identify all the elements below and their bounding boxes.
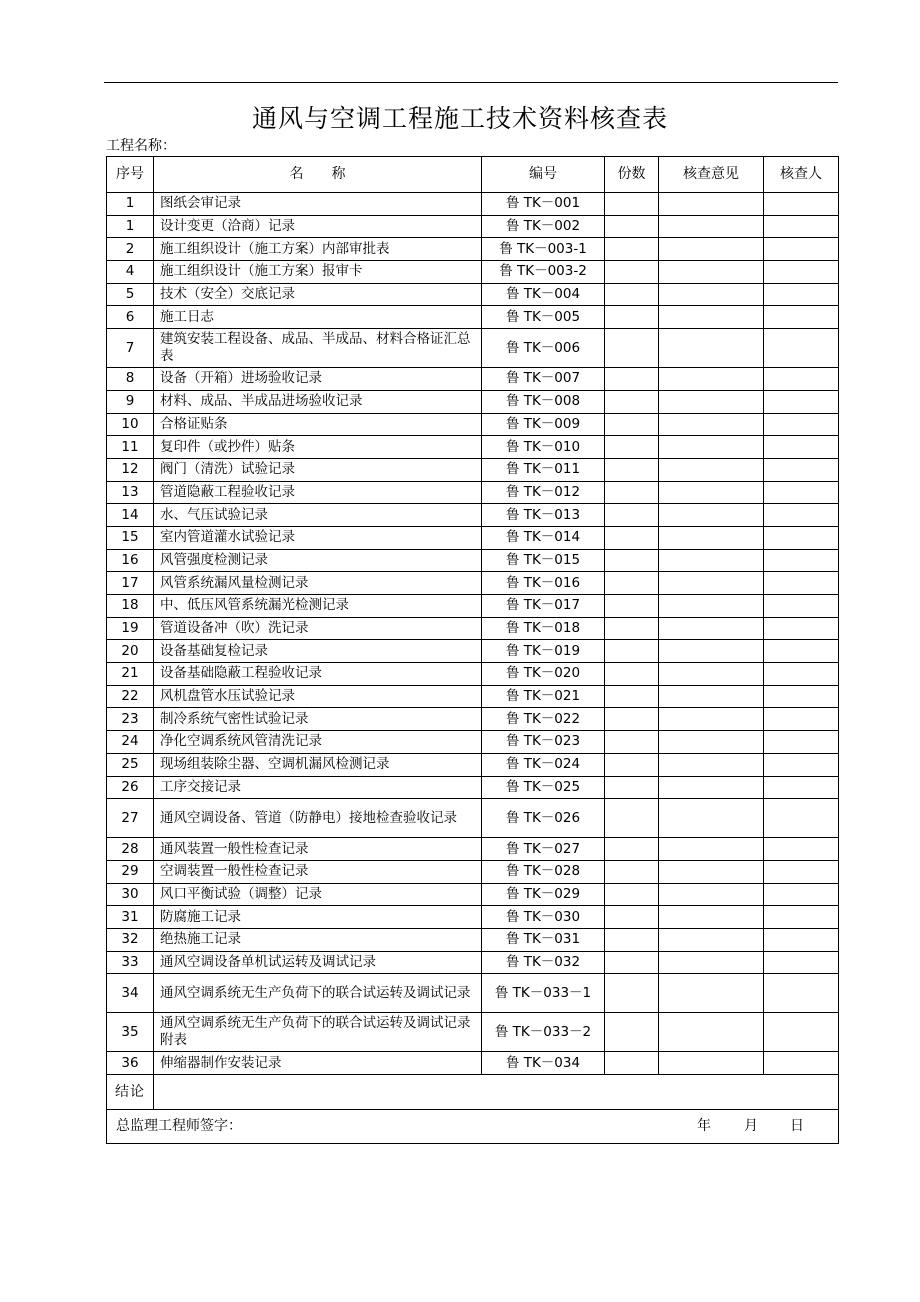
row-copies-field[interactable] [605,860,659,883]
row-opinion-field[interactable] [659,617,764,640]
row-name: 施工组织设计（施工方案）内部审批表 [154,238,482,261]
row-opinion-field[interactable] [659,458,764,481]
row-copies-field[interactable] [605,504,659,527]
row-opinion-field[interactable] [659,283,764,306]
row-no: 18 [107,595,154,618]
row-opinion-field[interactable] [659,306,764,329]
row-checker-field[interactable] [764,838,839,861]
row-code: 鲁 TK－010 [482,436,605,459]
row-code: 鲁 TK－028 [482,860,605,883]
row-code: 鲁 TK－024 [482,753,605,776]
row-code: 鲁 TK－008 [482,390,605,413]
row-checker-field[interactable] [764,708,839,731]
row-copies-field[interactable] [605,753,659,776]
row-opinion-field[interactable] [659,549,764,572]
row-opinion-field[interactable] [659,776,764,799]
row-no: 34 [107,974,154,1013]
date-year: 年 [697,1118,711,1134]
row-code: 鲁 TK－001 [482,193,605,216]
header-name: 名 称 [154,157,482,193]
row-no: 23 [107,708,154,731]
row-name: 风机盘管水压试验记录 [154,685,482,708]
project-name-label: 工程名称： [106,138,176,154]
row-no: 1 [107,193,154,216]
row-name: 施工组织设计（施工方案）报审卡 [154,261,482,284]
table-row [107,838,839,861]
table-row [107,283,839,306]
row-name: 通风空调系统无生产负荷下的联合试运转及调试记录附表 [154,1013,482,1052]
row-name: 室内管道灌水试验记录 [154,526,482,549]
row-opinion-field[interactable] [659,951,764,974]
row-opinion-field[interactable] [659,390,764,413]
row-copies-field[interactable] [605,838,659,861]
row-opinion-field[interactable] [659,413,764,436]
row-checker-field[interactable] [764,368,839,391]
header-opinion: 核查意见 [659,157,764,193]
header-copies: 份数 [605,157,659,193]
table-row [107,215,839,238]
table-row [107,753,839,776]
row-copies-field[interactable] [605,640,659,663]
row-no: 33 [107,951,154,974]
table-row [107,261,839,284]
row-copies-field[interactable] [605,1052,659,1075]
row-name: 工序交接记录 [154,776,482,799]
row-opinion-field[interactable] [659,436,764,459]
row-checker-field[interactable] [764,193,839,216]
row-copies-field[interactable] [605,238,659,261]
row-name: 材料、成品、半成品进场验收记录 [154,390,482,413]
row-code: 鲁 TK－003-2 [482,261,605,284]
row-opinion-field[interactable] [659,799,764,838]
table-row [107,572,839,595]
row-checker-field[interactable] [764,458,839,481]
row-checker-field[interactable] [764,776,839,799]
row-code: 鲁 TK－018 [482,617,605,640]
row-checker-field[interactable] [764,951,839,974]
row-no: 28 [107,838,154,861]
row-copies-field[interactable] [605,663,659,686]
table-row [107,906,839,929]
table-header-row [107,157,839,193]
row-no: 1 [107,215,154,238]
row-opinion-field[interactable] [659,1052,764,1075]
row-copies-field[interactable] [605,283,659,306]
table-row [107,731,839,754]
row-name: 图纸会审记录 [154,193,482,216]
header-code: 编号 [482,157,605,193]
row-code: 鲁 TK－030 [482,906,605,929]
row-name: 技术（安全）交底记录 [154,283,482,306]
row-copies-field[interactable] [605,974,659,1013]
row-code: 鲁 TK－027 [482,838,605,861]
row-name: 通风空调设备单机试运转及调试记录 [154,951,482,974]
row-no: 35 [107,1013,154,1052]
row-checker-field[interactable] [764,906,839,929]
row-name: 净化空调系统风管清洗记录 [154,731,482,754]
row-checker-field[interactable] [764,481,839,504]
signature-row [107,1110,839,1144]
row-no: 27 [107,799,154,838]
row-name: 通风空调系统无生产负荷下的联合试运转及调试记录 [154,974,482,1013]
row-checker-field[interactable] [764,413,839,436]
row-checker-field[interactable] [764,283,839,306]
row-checker-field[interactable] [764,572,839,595]
row-checker-field[interactable] [764,799,839,838]
row-checker-field[interactable] [764,549,839,572]
row-no: 9 [107,390,154,413]
row-no: 16 [107,549,154,572]
row-code: 鲁 TK－004 [482,283,605,306]
table-row [107,193,839,216]
header-no: 序号 [107,157,154,193]
row-no: 26 [107,776,154,799]
row-code: 鲁 TK－032 [482,951,605,974]
row-code: 鲁 TK－014 [482,526,605,549]
table-row [107,526,839,549]
row-name: 中、低压风管系统漏光检测记录 [154,595,482,618]
table-row [107,883,839,906]
table-row [107,504,839,527]
row-code: 鲁 TK－020 [482,663,605,686]
row-copies-field[interactable] [605,193,659,216]
row-no: 14 [107,504,154,527]
row-no: 21 [107,663,154,686]
row-opinion-field[interactable] [659,838,764,861]
row-opinion-field[interactable] [659,526,764,549]
row-opinion-field[interactable] [659,238,764,261]
row-name: 管道隐蔽工程验收记录 [154,481,482,504]
row-checker-field[interactable] [764,883,839,906]
row-copies-field[interactable] [605,928,659,951]
row-no: 19 [107,617,154,640]
row-no: 24 [107,731,154,754]
row-copies-field[interactable] [605,329,659,368]
row-code: 鲁 TK－009 [482,413,605,436]
signature-cell[interactable] [107,1110,839,1144]
row-no: 17 [107,572,154,595]
row-no: 20 [107,640,154,663]
page-title: 通风与空调工程施工技术资料核查表 [251,104,668,133]
row-copies-field[interactable] [605,731,659,754]
row-copies-field[interactable] [605,215,659,238]
row-code: 鲁 TK－021 [482,685,605,708]
table-row [107,708,839,731]
row-opinion-field[interactable] [659,481,764,504]
row-no: 5 [107,283,154,306]
row-code: 鲁 TK－033－2 [482,1013,605,1052]
row-name: 建筑安装工程设备、成品、半成品、材料合格证汇总表 [154,329,482,368]
row-opinion-field[interactable] [659,685,764,708]
table-row [107,549,839,572]
table-row [107,306,839,329]
row-name: 管道设备冲（吹）洗记录 [154,617,482,640]
row-no: 13 [107,481,154,504]
row-code: 鲁 TK－019 [482,640,605,663]
table-row [107,617,839,640]
row-checker-field[interactable] [764,685,839,708]
table-row [107,436,839,459]
row-name: 防腐施工记录 [154,906,482,929]
row-name: 复印件（或抄件）贴条 [154,436,482,459]
table-row [107,640,839,663]
row-name: 水、气压试验记录 [154,504,482,527]
row-name: 通风空调设备、管道（防静电）接地检查验收记录 [154,799,482,838]
row-name: 设备（开箱）进场验收记录 [154,368,482,391]
row-copies-field[interactable] [605,368,659,391]
row-no: 15 [107,526,154,549]
row-copies-field[interactable] [605,617,659,640]
table-row [107,458,839,481]
row-copies-field[interactable] [605,776,659,799]
row-checker-field[interactable] [764,504,839,527]
row-opinion-field[interactable] [659,708,764,731]
table-row [107,776,839,799]
table-row [107,390,839,413]
row-name: 空调装置一般性检查记录 [154,860,482,883]
table-row [107,685,839,708]
table-row [107,663,839,686]
row-copies-field[interactable] [605,306,659,329]
row-opinion-field[interactable] [659,261,764,284]
table-row [107,1052,839,1075]
row-checker-field[interactable] [764,1013,839,1052]
row-copies-field[interactable] [605,261,659,284]
conclusion-label: 结论 [107,1075,154,1110]
row-name: 阀门（清洗）试验记录 [154,458,482,481]
row-code: 鲁 TK－011 [482,458,605,481]
row-checker-field[interactable] [764,526,839,549]
row-checker-field[interactable] [764,974,839,1013]
row-checker-field[interactable] [764,238,839,261]
row-no: 8 [107,368,154,391]
row-code: 鲁 TK－034 [482,1052,605,1075]
row-opinion-field[interactable] [659,193,764,216]
row-no: 4 [107,261,154,284]
row-opinion-field[interactable] [659,215,764,238]
row-copies-field[interactable] [605,799,659,838]
row-opinion-field[interactable] [659,860,764,883]
row-opinion-field[interactable] [659,928,764,951]
row-no: 31 [107,906,154,929]
row-checker-field[interactable] [764,1052,839,1075]
row-checker-field[interactable] [764,306,839,329]
row-checker-field[interactable] [764,329,839,368]
table-row [107,1013,839,1052]
row-copies-field[interactable] [605,595,659,618]
table-row [107,368,839,391]
row-copies-field[interactable] [605,390,659,413]
conclusion-row [107,1075,839,1110]
row-code: 鲁 TK－017 [482,595,605,618]
table-row [107,329,839,368]
table-body [107,193,839,1075]
row-name: 设备基础隐蔽工程验收记录 [154,663,482,686]
conclusion-field[interactable] [154,1075,839,1110]
table-row [107,481,839,504]
row-checker-field[interactable] [764,595,839,618]
row-checker-field[interactable] [764,640,839,663]
row-checker-field[interactable] [764,731,839,754]
row-code: 鲁 TK－007 [482,368,605,391]
row-no: 22 [107,685,154,708]
row-copies-field[interactable] [605,883,659,906]
check-table [106,156,839,1144]
row-code: 鲁 TK－012 [482,481,605,504]
row-copies-field[interactable] [605,572,659,595]
row-copies-field[interactable] [605,526,659,549]
row-code: 鲁 TK－025 [482,776,605,799]
row-code: 鲁 TK－003-1 [482,238,605,261]
row-name: 施工日志 [154,306,482,329]
table-row [107,799,839,838]
row-name: 制冷系统气密性试验记录 [154,708,482,731]
row-name: 绝热施工记录 [154,928,482,951]
row-code: 鲁 TK－006 [482,329,605,368]
row-opinion-field[interactable] [659,883,764,906]
row-name: 设备基础复检记录 [154,640,482,663]
row-opinion-field[interactable] [659,329,764,368]
row-no: 10 [107,413,154,436]
row-name: 设计变更（洽商）记录 [154,215,482,238]
row-copies-field[interactable] [605,685,659,708]
row-name: 伸缩器制作安装记录 [154,1052,482,1075]
row-checker-field[interactable] [764,390,839,413]
row-code: 鲁 TK－015 [482,549,605,572]
row-code: 鲁 TK－031 [482,928,605,951]
row-opinion-field[interactable] [659,1013,764,1052]
table-row [107,951,839,974]
row-copies-field[interactable] [605,436,659,459]
row-checker-field[interactable] [764,663,839,686]
row-copies-field[interactable] [605,413,659,436]
row-no: 2 [107,238,154,261]
row-code: 鲁 TK－002 [482,215,605,238]
row-code: 鲁 TK－016 [482,572,605,595]
row-no: 12 [107,458,154,481]
row-copies-field[interactable] [605,458,659,481]
row-name: 通风装置一般性检查记录 [154,838,482,861]
row-checker-field[interactable] [764,617,839,640]
row-name: 风口平衡试验（调整）记录 [154,883,482,906]
row-no: 7 [107,329,154,368]
row-opinion-field[interactable] [659,572,764,595]
row-checker-field[interactable] [764,753,839,776]
row-name: 风管系统漏风量检测记录 [154,572,482,595]
table-row [107,974,839,1013]
row-name: 合格证贴条 [154,413,482,436]
row-code: 鲁 TK－005 [482,306,605,329]
row-checker-field[interactable] [764,860,839,883]
row-code: 鲁 TK－026 [482,799,605,838]
row-copies-field[interactable] [605,951,659,974]
row-no: 11 [107,436,154,459]
row-opinion-field[interactable] [659,595,764,618]
row-copies-field[interactable] [605,906,659,929]
row-code: 鲁 TK－013 [482,504,605,527]
top-rule [104,82,838,83]
row-opinion-field[interactable] [659,368,764,391]
row-name: 风管强度检测记录 [154,549,482,572]
row-code: 鲁 TK－029 [482,883,605,906]
date-day: 日 [790,1118,804,1134]
row-code: 鲁 TK－023 [482,731,605,754]
table-row [107,238,839,261]
table-row [107,928,839,951]
row-opinion-field[interactable] [659,504,764,527]
date-month: 月 [744,1118,758,1134]
row-no: 32 [107,928,154,951]
row-copies-field[interactable] [605,481,659,504]
row-checker-field[interactable] [764,215,839,238]
header-checker: 核查人 [764,157,839,193]
signature-label: 总监理工程师签字： [116,1118,242,1134]
row-no: 25 [107,753,154,776]
row-opinion-field[interactable] [659,731,764,754]
row-opinion-field[interactable] [659,974,764,1013]
row-checker-field[interactable] [764,261,839,284]
row-no: 30 [107,883,154,906]
row-copies-field[interactable] [605,1013,659,1052]
row-checker-field[interactable] [764,436,839,459]
row-opinion-field[interactable] [659,663,764,686]
row-name: 现场组装除尘器、空调机漏风检测记录 [154,753,482,776]
row-no: 29 [107,860,154,883]
table-row [107,860,839,883]
row-opinion-field[interactable] [659,753,764,776]
table-row [107,413,839,436]
row-no: 36 [107,1052,154,1075]
row-copies-field[interactable] [605,549,659,572]
row-no: 6 [107,306,154,329]
row-code: 鲁 TK－033－1 [482,974,605,1013]
row-copies-field[interactable] [605,708,659,731]
row-opinion-field[interactable] [659,640,764,663]
row-code: 鲁 TK－022 [482,708,605,731]
row-opinion-field[interactable] [659,906,764,929]
table-row [107,595,839,618]
row-checker-field[interactable] [764,928,839,951]
